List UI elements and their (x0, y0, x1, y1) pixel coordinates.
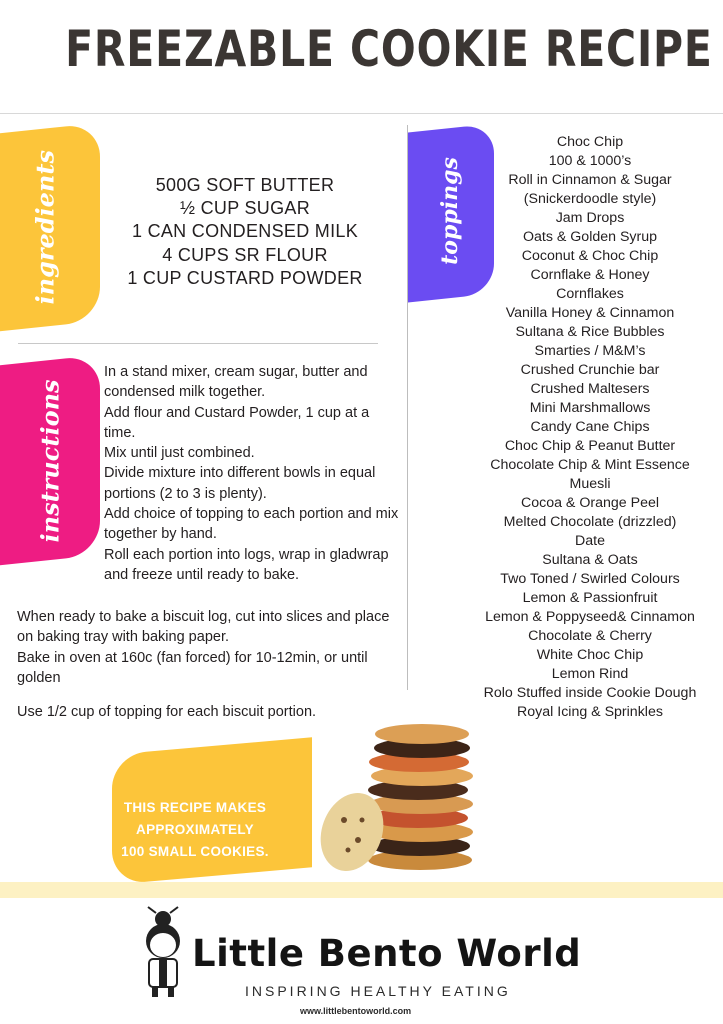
instruction-step: In a stand mixer, cream sugar, butter and condensed milk together. (104, 364, 368, 401)
ingredients-list (100, 174, 390, 290)
topping-item: Lemon & Passionfruit (522, 590, 658, 606)
topping-item: Choc Chip (556, 134, 624, 150)
instruction-step: Divide mixture into different bowls in equal portions (2 to 3 is plenty). (104, 465, 376, 502)
topping-item: Sultana & Rice Bubbles (515, 324, 665, 340)
topping-item: Cornflakes (556, 286, 624, 302)
instructions-label: instructions (35, 379, 65, 543)
toppings-list (470, 133, 710, 722)
page-title: FREEZABLE COOKIE RECIPE (65, 20, 713, 78)
topping-item: Choc Chip & Peanut Butter (504, 438, 676, 454)
instruction-step: Roll each portion into logs, wrap in gladwrap and freeze until ready to bake. (104, 546, 389, 583)
brand-tagline: INSPIRING HEALTHY EATING (245, 983, 511, 999)
topping-item: Mini Marshmallows (529, 400, 651, 416)
topping-item: White Choc Chip (536, 647, 644, 663)
website-url: www.littlebentoworld.com (300, 1006, 412, 1016)
cookie-stack-image (318, 720, 488, 880)
topping-item: Melted Chocolate (drizzled) (503, 514, 677, 530)
topping-item: Cornflake & Honey (530, 267, 650, 283)
topping-item: Lemon & Poppyseed& Cinnamon (485, 609, 695, 625)
ingredient-item: ½ CUP SUGAR (179, 198, 310, 219)
baking-step: When ready to bake a biscuit log, cut into slices and place on baking tray with baking paper. (17, 609, 390, 646)
topping-item: 100 & 1000’s (548, 153, 632, 169)
topping-item: Vanilla Honey & Cinnamon (505, 305, 675, 321)
title-divider (0, 113, 723, 114)
section-divider (18, 343, 378, 344)
topping-item: (Snickerdoodle style) (523, 191, 657, 207)
topping-item: Chocolate & Cherry (528, 628, 652, 644)
toppings-label: toppings (437, 157, 463, 265)
ingredient-item: 1 CAN CONDENSED MILK (131, 221, 359, 242)
topping-item: Muesli (569, 476, 611, 492)
yield-line: 100 SMALL COOKIES. (121, 844, 269, 859)
bento-girl-mascot-icon (140, 905, 190, 1000)
ingredient-item: 4 CUPS SR FLOUR (162, 244, 328, 265)
instruction-step: Add choice of topping to each portion and mix together by hand. (104, 506, 399, 543)
topping-item: Cocoa & Orange Peel (520, 495, 660, 511)
topping-item: Crushed Maltesers (530, 381, 650, 397)
footer-band (0, 882, 723, 898)
topping-item: Jam Drops (555, 210, 625, 226)
instruction-step: Mix until just combined. (104, 445, 255, 462)
instruction-step: Add flour and Custard Powder, 1 cup at a time. (104, 404, 370, 441)
topping-item: Two Toned / Swirled Colours (500, 571, 680, 587)
topping-item: Date (575, 533, 605, 549)
topping-item: Coconut & Choc Chip (521, 248, 659, 264)
topping-item: Sultana & Oats (542, 552, 638, 568)
topping-item: Royal Icing & Sprinkles (517, 704, 663, 720)
ingredient-item: 1 CUP CUSTARD POWDER (127, 267, 363, 288)
yield-text (110, 797, 280, 863)
topping-item: Lemon Rind (551, 666, 629, 682)
baking-step: Bake in oven at 160c (fan forced) for 10-12min, or until golden (17, 649, 368, 686)
topping-item: Crushed Crunchie bar (520, 362, 660, 378)
yield-line: THIS RECIPE MAKES (123, 800, 267, 815)
brand-name: Little Bento World (192, 932, 582, 975)
yield-line: APPROXIMATELY (136, 822, 254, 837)
topping-item: Rolo Stuffed inside Cookie Dough (483, 685, 697, 701)
topping-note: Use 1/2 cup of topping for each biscuit portion. (17, 704, 317, 720)
baking-instructions (17, 607, 402, 688)
topping-item: Oats & Golden Syrup (522, 229, 658, 245)
topping-item: Chocolate Chip & Mint Essence (490, 457, 690, 473)
topping-item: Candy Cane Chips (530, 419, 650, 435)
topping-item: Smarties / M&M’s (534, 343, 646, 359)
topping-item: Roll in Cinnamon & Sugar (508, 172, 672, 188)
ingredients-label: ingredients (30, 150, 60, 305)
ingredient-item: 500G SOFT BUTTER (155, 175, 335, 195)
instructions-list (104, 362, 399, 585)
